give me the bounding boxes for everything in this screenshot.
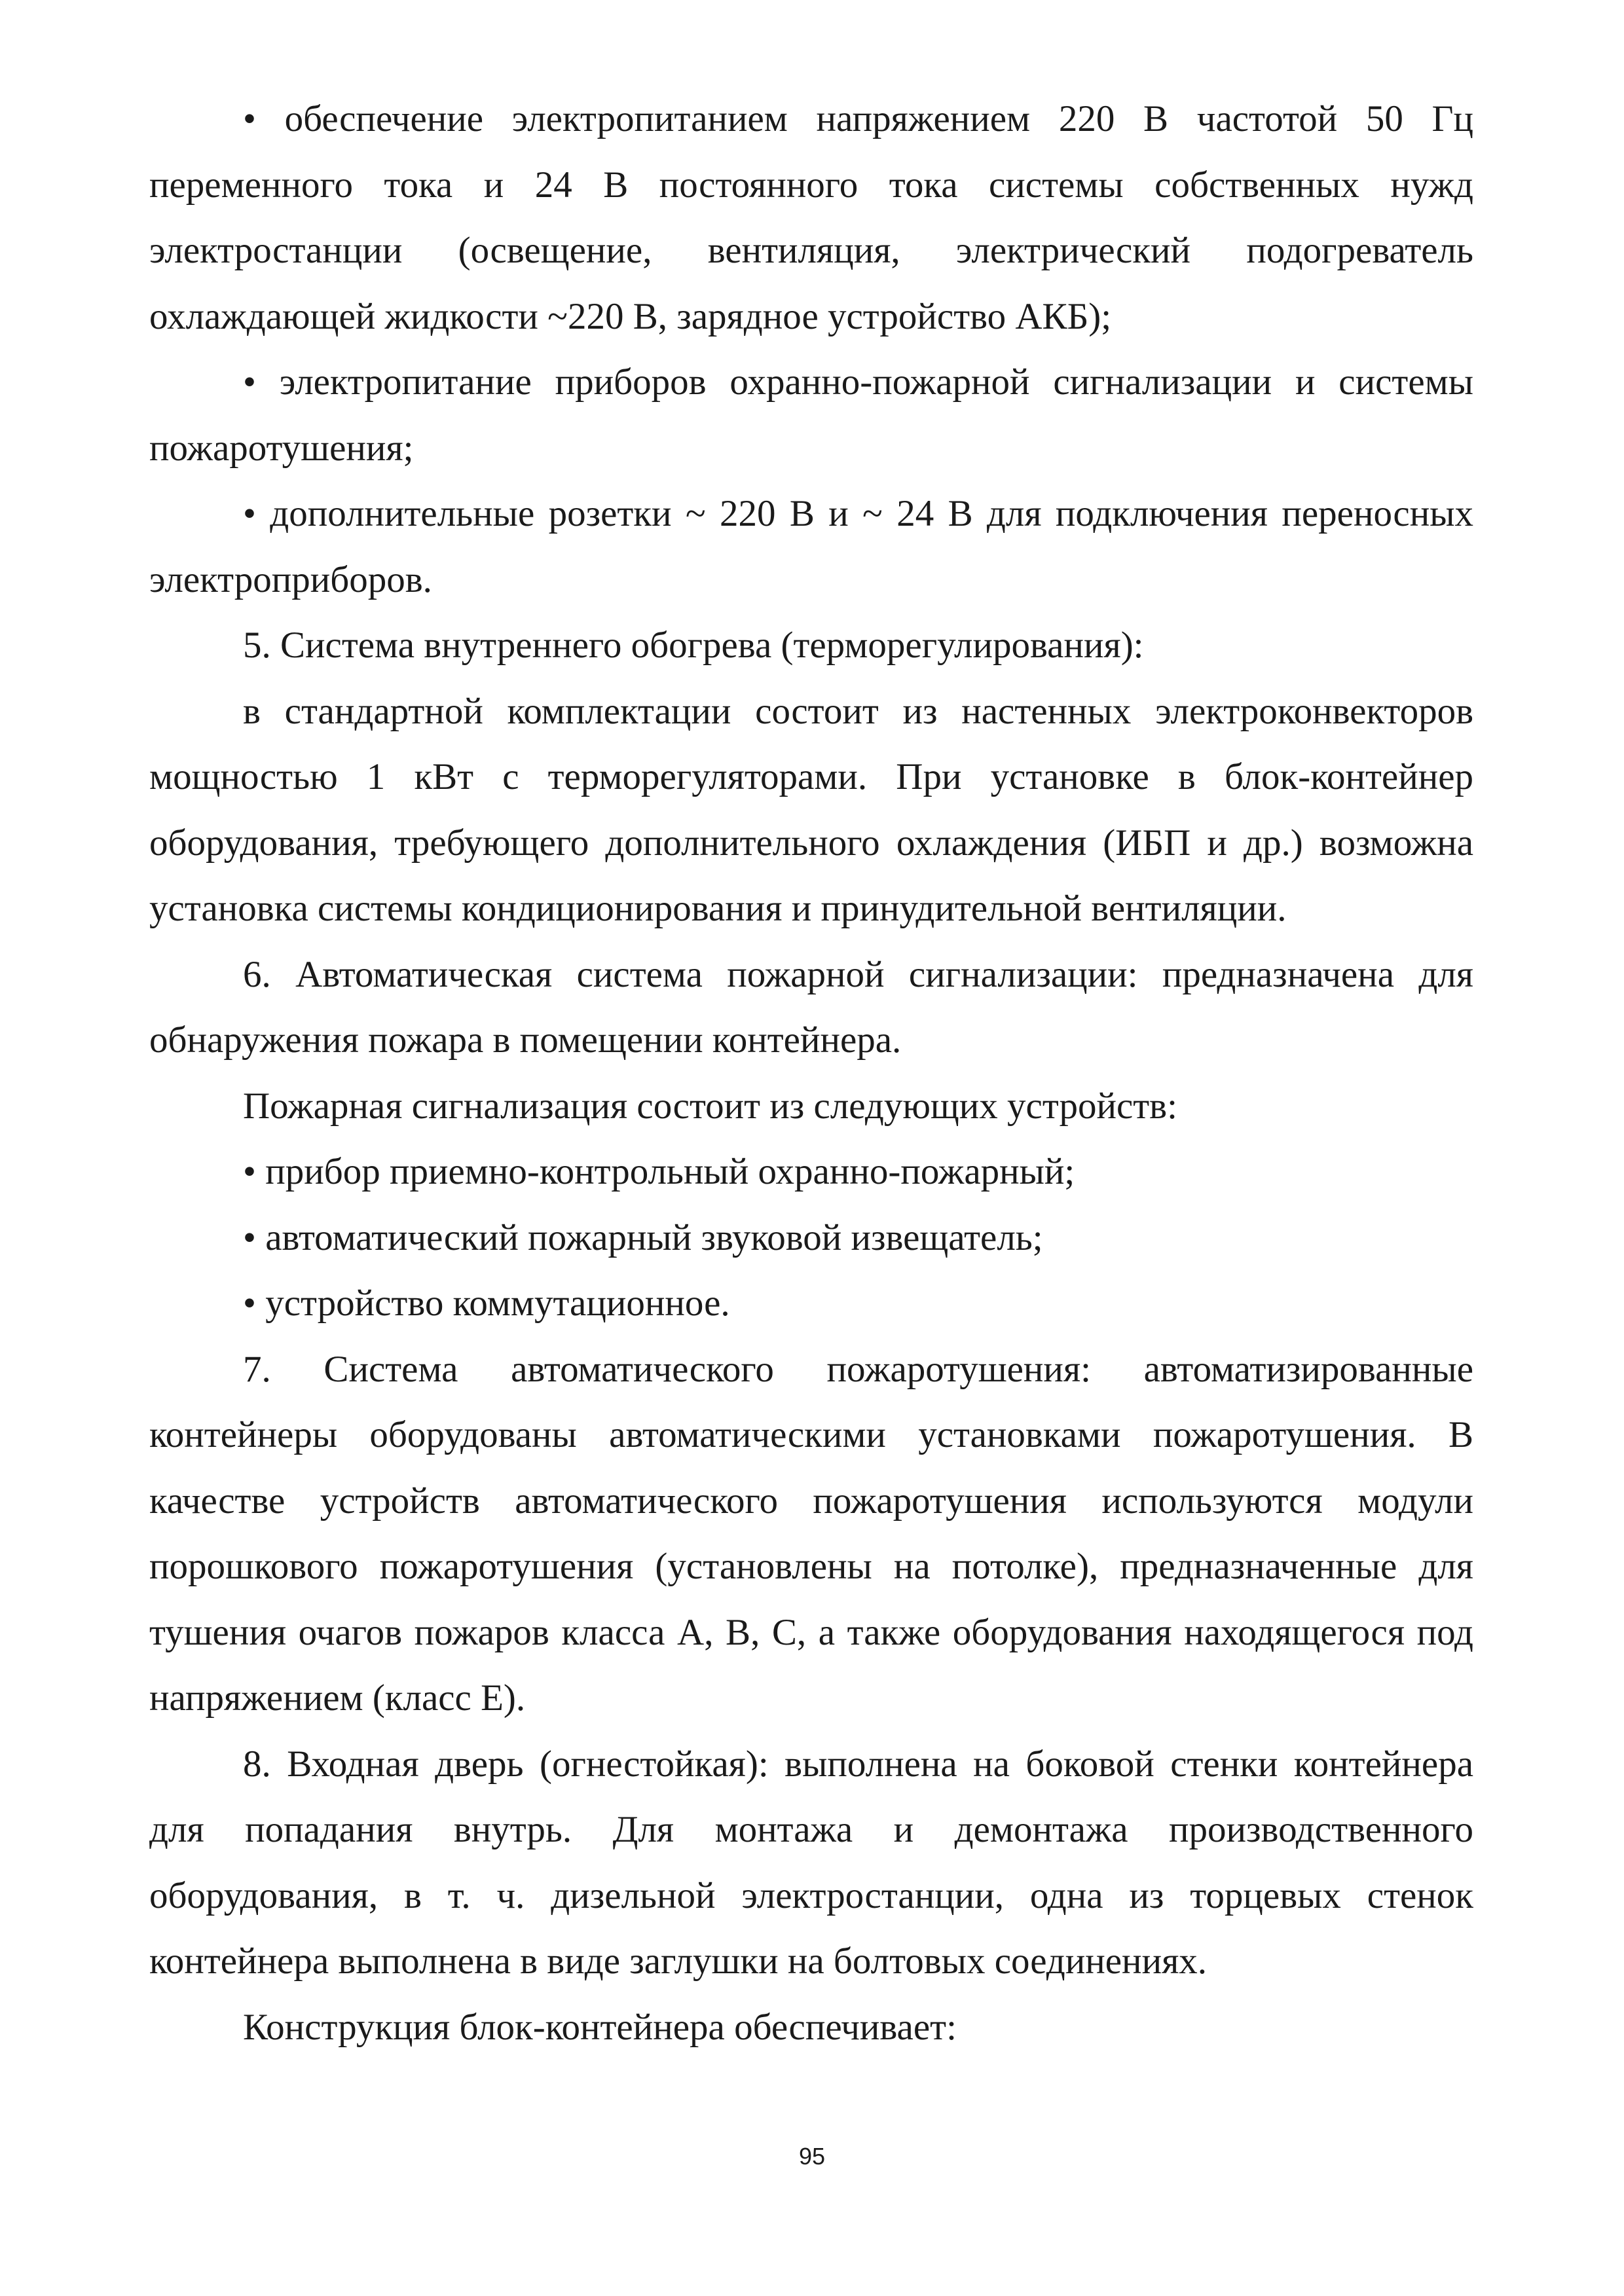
paragraph-control-device-bullet: • прибор приемно-контрольный охранно-пожарный;	[243, 1151, 1075, 1192]
paragraph-sound-detector-bullet: • автоматический пожарный звуковой извещатель;	[243, 1216, 1043, 1258]
page-number: 95	[798, 2143, 826, 2170]
paragraph-alarm-power-bullet: • электропитание приборов охранно-пожарной сигнализации и системы пожаротушения;	[149, 361, 1473, 469]
paragraph-fire-alarm-heading: 6. Автоматическая система пожарной сигнализации: предназначена для обнаружения пожара в помещении контейнера.	[149, 953, 1473, 1061]
paragraph-switching-device-bullet: • устройство коммутационное.	[243, 1283, 730, 1324]
paragraph-fire-alarm-devices-intro: Пожарная сигнализация состоит из следующих устройств:	[243, 1085, 1177, 1127]
paragraph-heating-description: в стандартной комплектации состоит из настенных электроконвекторов мощностью 1 кВт с терморегуляторами. При установке в блок-контейнер оборудования, требующего дополнительного охлаждения (ИБП и др.) возможна установка системы кондиционирования и принудительной вентиляции.	[149, 690, 1473, 929]
paragraph-container-design: Конструкция блок-контейнера обеспечивает:	[243, 2006, 957, 2048]
body-text	[149, 86, 1473, 2060]
paragraph-power-supply-bullet: • обеспечение электропитанием напряжением 220 В частотой 50 Гц переменного тока и 24 В постоянного тока системы собственных нужд электростанции (освещение, вентиляция, электрический подогреватель охлаждающей жидкости ~220 В, зарядное устройство АКБ);	[149, 98, 1473, 337]
paragraph-sockets-bullet: • дополнительные розетки ~ 220 В и ~ 24 В для подключения переносных электроприборов.	[149, 493, 1473, 600]
paragraph-fire-extinguishing: 7. Система автоматического пожаротушения: автоматизированные контейнеры оборудованы автоматическими установками пожаротушения. В качестве устройств автоматического пожаротушения используются модули порошкового пожаротушения (установлены на потолке), предназначенные для тушения очагов пожаров класса А, В, С, а также оборудования находящегося под напряжением (класс Е).	[149, 1348, 1473, 1719]
paragraph-heating-heading: 5. Система внутреннего обогрева (терморегулирования):	[243, 625, 1144, 666]
paragraph-entrance-door: 8. Входная дверь (огнестойкая): выполнена на боковой стенки контейнера для попадания внутрь. Для монтажа и демонтажа производственного оборудования, в т. ч. дизельной электростанции, одна из торцевых стенок контейнера выполнена в виде заглушки на болтовых соединениях.	[149, 1743, 1473, 1982]
